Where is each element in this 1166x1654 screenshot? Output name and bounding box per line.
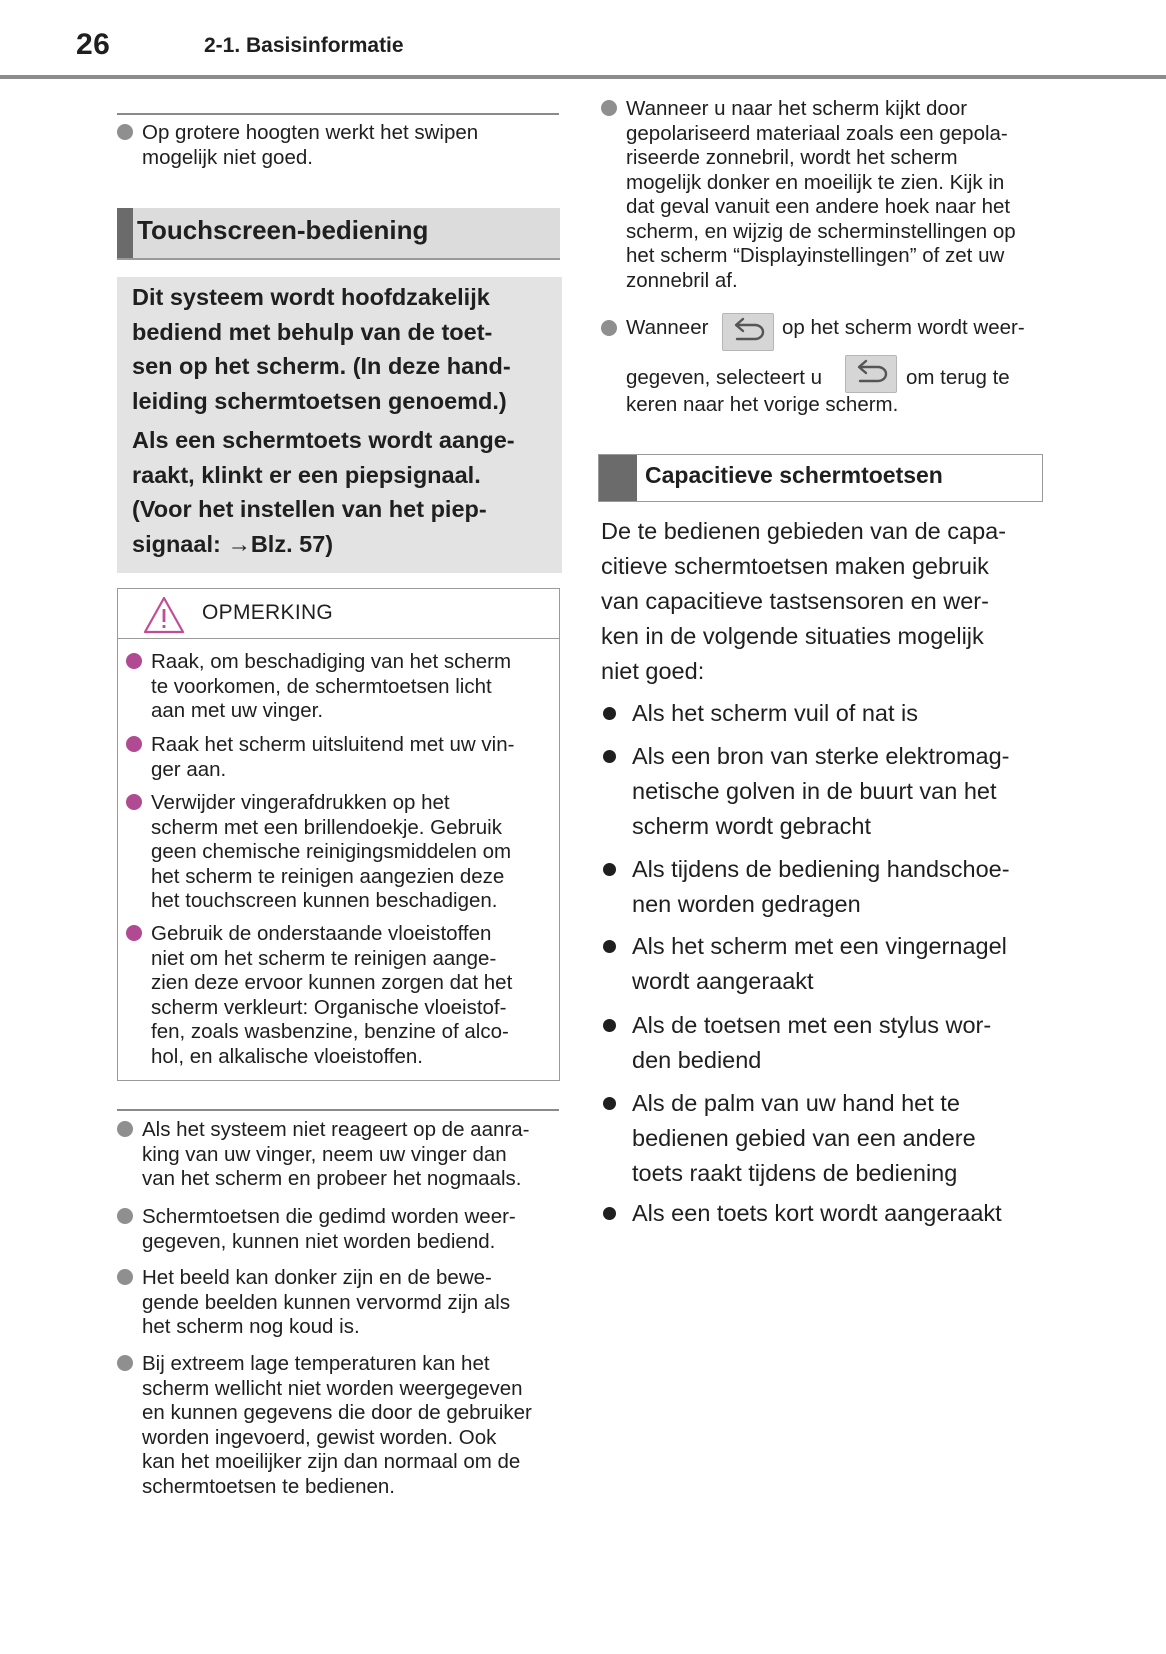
bullet-icon [603,750,616,763]
bullet-icon [603,1097,616,1110]
note-item: Het beeld kan donker zijn en de bewe- gende beelden kunnen vervormd zijn als het scherm nog koud is. [117,1266,582,1340]
bullet-icon [117,1269,133,1285]
note-polarized: Wanneer u naar het scherm kijkt door gepolariseerd materiaal zoals een gepola- riseerde zonnebril, wordt het scherm mogelijk donker en moeilijk te zien. Kijk in dat geval vanuit een andere hoek naar het scherm, en wijzig de scherminstellingen op het scherm “Displayinstellingen” of zet uw zonnebril af. [601,97,1066,293]
back-note-text-4: om terug te [906,366,1010,389]
notice-item: Verwijder vingerafdrukken op het scherm met een brillendoekje. Gebruik geen chemische reinigingsmiddelen om het scherm te reinigen aangezien deze het touchscreen kunnen beschadigen. [126,791,571,914]
back-note-text-2: op het scherm wordt weer- [782,316,1025,339]
bullet-icon [603,863,616,876]
back-arrow-icon [846,356,896,392]
note-divider [117,1109,559,1111]
note-item: Schermtoetsen die gedimd worden weer- gegeven, kunnen niet worden bediend. [117,1205,582,1254]
section-title: 2-1. Basisinformatie [204,34,404,57]
back-button[interactable] [722,313,774,351]
list-item: Als het scherm met een vingernagel wordt aangeraakt [601,929,1041,999]
bullet-icon [601,100,617,116]
back-note-text-3: gegeven, selecteert u [626,366,823,389]
warning-triangle-icon [142,595,186,635]
intro-paragraph-1: Dit systeem wordt hoofdzakelijk bediend met behulp van de toet- sen op het scherm. (In deze hand- leiding schermtoetsen genoemd.) [132,284,511,414]
page-number: 26 [76,28,111,61]
back-note-text-5: keren naar het vorige scherm. [626,393,899,416]
notice-item: Raak het scherm uitsluitend met uw vin- ger aan. [126,733,571,782]
notice-item: Gebruik de onderstaande vloeistoffen niet om het scherm te reinigen aange- zien deze ervoor kunnen zorgen dat het scherm verkleurt: Organische vloeistof- fen, zoals wasbenzine, benzine of alco- hol, en alkalische vloeistoffen. [126,922,571,1069]
bullet-icon [117,1121,133,1137]
list-item: Als een toets kort wordt aangeraakt [601,1196,1041,1231]
intro-box [117,277,562,573]
touchscreen-heading [117,208,560,260]
bullet-icon [603,1207,616,1220]
list-item: Als een bron van sterke elektromag- netische golven in de buurt van het scherm wordt gebracht [601,739,1041,844]
bullet-icon [126,653,142,669]
header-divider [0,75,1166,79]
bullet-icon [603,1019,616,1032]
capacitive-intro: De te bedienen gebieden van de capa- citieve schermtoetsen maken gebruik van capacitieve tastsensoren en wer- ken in de volgende situaties mogelijk niet goed: [601,518,1007,684]
note-divider [117,113,559,115]
list-item: Als de toetsen met een stylus wor- den bediend [601,1008,1041,1078]
intro-paragraph-2: Als een schermtoets wordt aange- raakt, klinkt er een piepsignaal. (Voor het instellen van het piep- signaal: →Blz. 57) [132,427,515,557]
heading-accent [117,208,133,258]
touchscreen-heading-text: Touchscreen-bediening [137,215,429,245]
bullet-icon [126,736,142,752]
bullet-icon [117,124,133,140]
bullet-icon [603,707,616,720]
note-swipe-altitude: Op grotere hoogten werkt het swipen mogelijk niet goed. [117,121,562,170]
bullet-icon [126,794,142,810]
bullet-icon [117,1208,133,1224]
back-note-text-1: Wanneer [626,316,709,339]
note-item: Als het systeem niet reageert op de aanra- king van uw vinger, neem uw vinger dan van het scherm en probeer het nogmaals. [117,1118,582,1192]
capacitive-heading [598,454,1043,502]
notice-header [118,589,559,639]
capacitive-heading-text: Capacitieve schermtoetsen [645,462,943,488]
heading-accent [599,455,637,501]
back-button[interactable] [845,355,897,393]
notice-item: Raak, om beschadiging van het scherm te voorkomen, de schermtoetsen licht aan met uw vinger. [126,650,571,724]
bullet-icon [603,940,616,953]
list-item: Als de palm van uw hand het te bedienen gebied van een andere toets raakt tijdens de bediening [601,1086,1041,1191]
notice-title: OPMERKING [202,601,334,624]
back-arrow-icon [723,314,773,350]
list-item: Als tijdens de bediening handschoe- nen worden gedragen [601,852,1041,922]
list-item: Als het scherm vuil of nat is [601,696,1041,731]
bullet-icon [601,320,617,336]
bullet-icon [126,925,142,941]
bullet-icon [117,1355,133,1371]
note-item: Bij extreem lage temperaturen kan het scherm wellicht niet worden weergegeven en kunnen gegevens die door de gebruiker worden ingevoerd, gewist worden. Ook kan het moeilijker zijn dan normaal om de schermtoetsen te bedienen. [117,1352,582,1499]
